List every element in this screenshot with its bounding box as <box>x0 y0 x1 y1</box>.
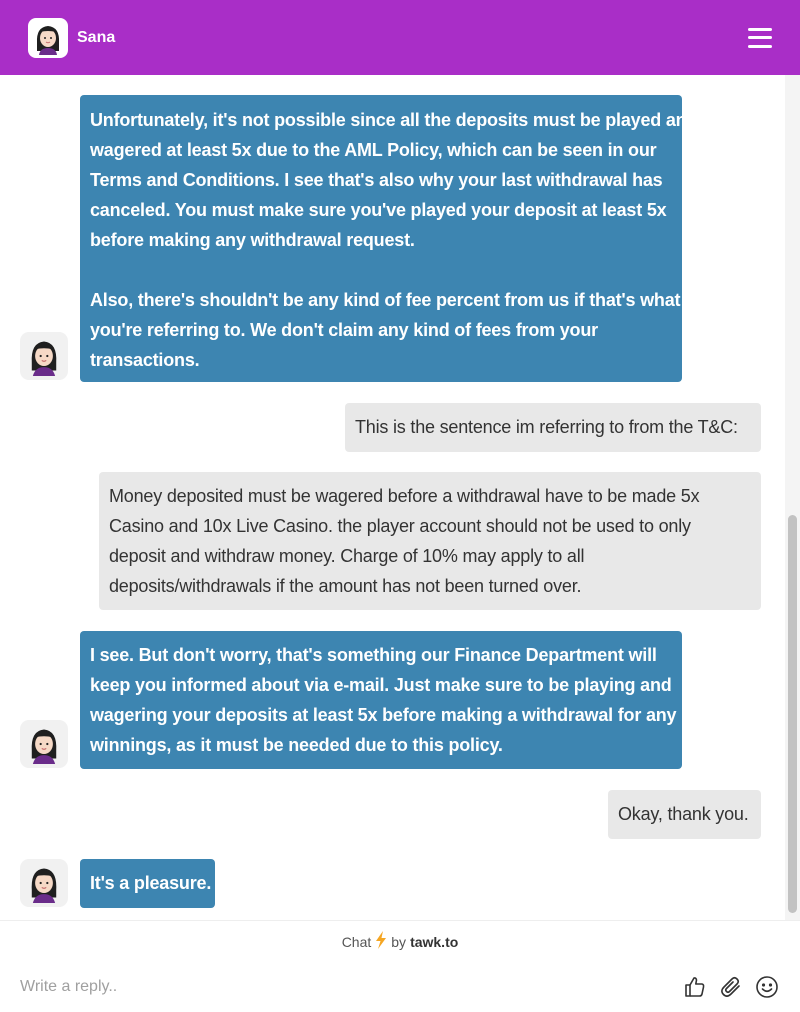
by-label: by <box>391 933 407 950</box>
message-line: canceled. You must make sure you've played your deposit at least 5x <box>90 200 667 220</box>
message-line: wagering your deposits at least 5x before making a withdrawal for any <box>90 705 677 725</box>
brand-name: tawk.to <box>410 933 459 950</box>
message-line: before making any withdrawal request. <box>90 230 415 250</box>
branding-footer[interactable] <box>0 920 800 962</box>
message-line: Casino and 10x Live Casino. the player account should not be used to only <box>109 516 691 536</box>
message-line: Money deposited must be wagered before a withdrawal have to be made 5x <box>109 486 700 506</box>
reply-composer <box>0 962 800 1012</box>
message-line: Okay, thank you. <box>618 804 749 824</box>
agent-avatar-icon <box>25 863 63 903</box>
scrollbar-thumb[interactable] <box>788 515 797 913</box>
message-list[interactable] <box>0 75 785 920</box>
agent-avatar <box>20 332 68 380</box>
message-line: transactions. <box>90 350 200 370</box>
message-line: wagered at least 5x due to the AML Policy, which can be seen in our <box>90 140 657 160</box>
chat-header <box>0 0 800 75</box>
agent-message <box>80 859 215 908</box>
message-line: It's a pleasure. <box>90 873 212 893</box>
chat-label: Chat <box>341 933 372 950</box>
agent-avatar-icon <box>31 21 65 55</box>
message-line: Also, there's shouldn't be any kind of fee percent from us if that's what <box>90 290 681 310</box>
message-line: you're referring to. We don't claim any kind of fees from your <box>90 320 598 340</box>
message-line: deposits/withdrawals if the amount has not been turned over. <box>109 576 582 596</box>
message-line: keep you informed about via e-mail. Just make sure to be playing and <box>90 675 672 695</box>
message-line: Terms and Conditions. I see that's also why your last withdrawal has <box>90 170 663 190</box>
message-line: This is the sentence im referring to from the T&C: <box>355 417 738 437</box>
message-line: Unfortunately, it's not possible since all the deposits must be played and <box>90 110 698 130</box>
message-spacer <box>90 255 672 285</box>
visitor-message <box>608 790 761 839</box>
thumbs-up-icon[interactable] <box>682 974 708 1000</box>
visitor-message <box>345 403 761 452</box>
agent-name: Sana <box>77 28 116 46</box>
reply-input[interactable] <box>20 978 672 996</box>
smiley-icon[interactable] <box>754 974 780 1000</box>
paperclip-icon[interactable] <box>718 974 744 1000</box>
message-line: deposit and withdraw money. Charge of 10% may apply to all <box>109 546 585 566</box>
message-line: I see. But don't worry, that's something our Finance Department will <box>90 645 657 665</box>
message-line: winnings, as it must be needed due to this policy. <box>90 735 503 755</box>
agent-avatar <box>20 720 68 768</box>
visitor-message <box>99 472 761 610</box>
agent-avatar <box>20 859 68 907</box>
menu-icon[interactable] <box>748 28 772 48</box>
agent-avatar <box>28 18 68 58</box>
agent-message <box>80 95 698 382</box>
lightning-bolt-icon <box>375 931 387 952</box>
agent-avatar-icon <box>25 724 63 764</box>
agent-avatar-icon <box>25 336 63 376</box>
agent-message <box>80 631 682 769</box>
